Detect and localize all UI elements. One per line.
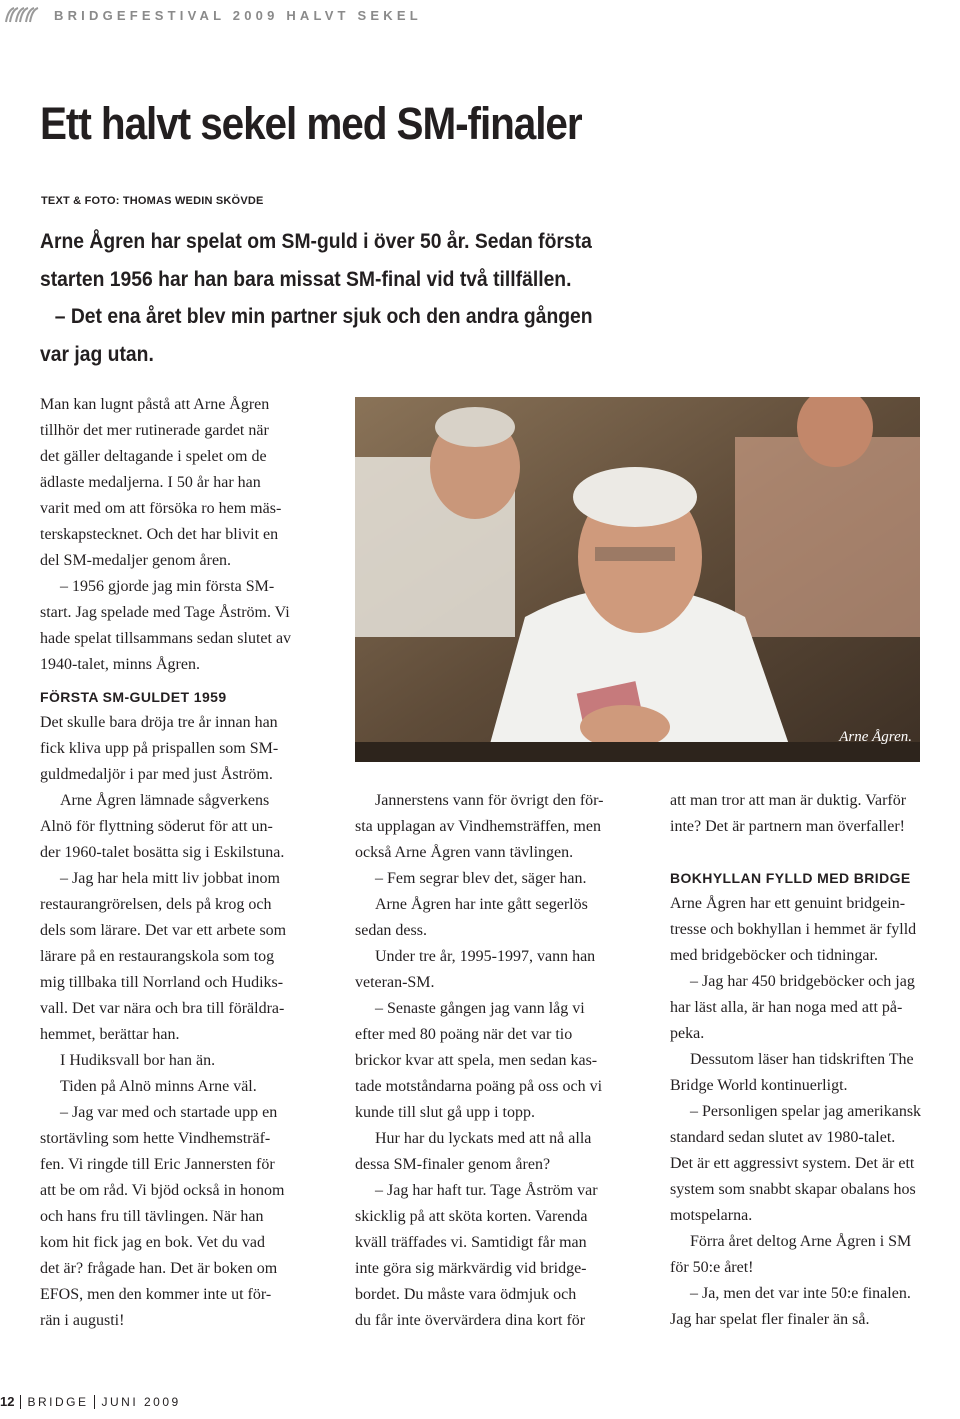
text-line: – Jag har haft tur. Tage Åström var [375,1182,598,1199]
text-line: fick kliva upp på prispallen som SM- [40,740,279,757]
text-line: tade motståndarna poäng på oss och vi [355,1078,603,1095]
text-line: Alnö för flyttning söderut för att un- [40,818,273,835]
text-line: stortävling som hette Vindhemsträf- [40,1130,271,1147]
text-line: sta upplagan av Vindhemsträffen, men [355,818,601,835]
text-line: I Hudiksvall bor han än. [60,1052,216,1069]
text-line: och hans fru till tävlingen. När han [40,1208,264,1225]
text-line: dels som lärare. Det var ett arbete som [40,922,287,939]
text-line: kunde till slut gå upp i topp. [355,1104,535,1121]
text-line: – Fem segrar blev det, säger han. [375,870,587,887]
text-line: Det är ett aggressivt system. Det är ett [670,1155,915,1172]
footer-divider [20,1395,21,1409]
column-1-bottom [40,684,322,1334]
text-line: – Ja, men det var inte 50:e finalen. [690,1285,911,1302]
text-line: Det skulle bara dröja tre år innan han [40,714,278,731]
text-line: för 50:e året! [670,1259,754,1276]
text-line: bordet. Du måste vara ödmjuk och [355,1286,577,1303]
text-line: – Jag har 450 bridgeböcker och jag [690,973,915,990]
text-line: Hur har du lyckats med att nå alla [375,1130,592,1147]
text-line: inte? Det är partnern man överfaller! [670,818,905,835]
text-line: med bridgeböcker och tidningar. [670,947,878,964]
bridgefestival-logo-icon [2,6,46,24]
text-line: mig tillbaka till Norrland och Hudiks- [40,974,284,991]
text-line: har läst alla, är han noga med att på- [670,999,903,1016]
subheading: BOKHYLLAN FYLLD MED BRIDGE [670,870,911,886]
text-line: att man tror att man är duktig. Varför [670,792,907,809]
text-line: det gäller deltagande i spelet om de [40,448,267,465]
text-line: restaurangrörelsen, dels på krog och [40,896,272,913]
subheading: FÖRSTA SM-GULDET 1959 [40,689,227,705]
text-line: – 1956 gjorde jag min första SM- [60,578,275,595]
article-photo [355,397,920,762]
text-line: skicklig på att sköta korten. Varenda [355,1208,588,1225]
photo-caption: Arne Ågren. [839,729,912,745]
article-ingress [40,223,629,373]
text-line: varit med om att försöka ro hem mäs- [40,500,282,517]
byline: TEXT & FOTO: THOMAS WEDIN SKÖVDE [41,195,264,207]
text-line: det är? frågade han. Det är boken om [40,1260,278,1277]
text-line: att be om råd. Vi bjöd också in honom [40,1182,285,1199]
column-2 [355,788,645,1334]
article-title: Ett halvt sekel med SM-finaler [40,98,582,149]
text-line: kom hit fick jag en bok. Vet du vad [40,1234,265,1251]
text-line: Man kan lugnt påstå att Arne Ågren [40,396,270,413]
section-header: BRIDGEFESTIVAL 2009 HALVT SEKEL [54,7,422,23]
photo-illustration [355,397,920,762]
page-number: 12 [0,1394,15,1409]
text-line: fen. Vi ringde till Eric Jannersten för [40,1156,275,1173]
ingress-line: Arne Ågren har spelat om SM-guld i över 50 år. Sedan första [40,230,592,253]
magazine-name: BRIDGE [27,1394,89,1409]
text-line: – Jag har hela mitt liv jobbat inom [60,870,280,887]
column-1-top [40,392,322,678]
text-line: Arne Ågren har inte gått segerlös [375,896,588,913]
text-line: 1940-talet, minns Ågren. [40,656,200,673]
text-line: del SM-medaljer genom åren. [40,552,232,569]
ingress-line: starten 1956 har han bara missat SM-final vid två tillfällen. [40,267,572,291]
ingress-line: var jag utan. [40,342,154,366]
text-line: efter med 80 poäng när det var tio [355,1026,573,1043]
text-line: brickor kvar att spela, men sedan kas- [355,1052,598,1069]
text-line: motspelarna. [670,1207,753,1224]
text-line: – Senaste gången jag vann låg vi [375,1000,585,1017]
text-line: tillhör det mer rutinerade gardet när [40,422,269,439]
text-line: tresse och bokhyllan i hemmet är fylld [670,921,917,938]
text-line: Under tre år, 1995-1997, vann han [375,948,596,965]
text-line: terskapstecknet. Och det har blivit en [40,526,279,543]
text-line: Jag har spelat fler finaler än så. [670,1311,870,1328]
text-line: der 1960-talet bosätta sig i Eskilstuna. [40,844,285,861]
text-line: Förra året deltog Arne Ågren i SM [690,1233,912,1250]
text-line: Bridge World kontinuerligt. [670,1077,848,1094]
text-line: lärare på en restaurangskola som tog [40,948,275,965]
page-footer [0,1394,181,1409]
issue-date: JUNI 2009 [101,1394,181,1409]
text-line: också Arne Ågren vann tävlingen. [355,844,574,861]
text-line: guldmedaljör i par med just Åström. [40,766,273,783]
text-line: start. Jag spelade med Tage Åström. Vi [40,604,290,621]
text-line: inte göra sig märkvärdig vid bridge- [355,1260,587,1277]
text-line: Tiden på Alnö minns Arne väl. [60,1078,257,1095]
text-line: sedan dess. [355,922,427,939]
footer-divider [94,1395,95,1409]
text-line: hade spelat tillsammans sedan slutet av [40,630,292,647]
text-line: dessa SM-finaler genom åren? [355,1156,551,1173]
text-line: Dessutom läser han tidskriften The [690,1051,914,1068]
text-line: – Personligen spelar jag amerikansk [690,1103,922,1120]
text-line: hemmet, berättar han. [40,1026,180,1043]
ingress-line: – Det ena året blev min partner sjuk och den andra gången [54,305,593,328]
text-line: EFOS, men den kommer inte ut för- [40,1286,272,1303]
text-line: vall. Det var nära och bra till föräldra- [40,1000,285,1017]
text-line: Arne Ågren lämnade sågverkens [60,792,270,809]
text-line: standard sedan slutet av 1980-talet. [670,1129,896,1146]
text-line: system som snabbt skapar obalans hos [670,1181,916,1198]
column-3 [670,788,960,1333]
text-line: Jannerstens vann för övrigt den för- [375,792,604,809]
page-header [2,4,422,26]
text-line: peka. [670,1025,705,1042]
text-line: ädlaste medaljerna. I 50 år har han [40,474,261,491]
text-line: du får inte övervärdera dina kort för [355,1312,586,1329]
text-line: veteran-SM. [355,974,435,991]
text-line: kväll träffades vi. Samtidigt får man [355,1234,587,1251]
text-line: rän i augusti! [40,1312,125,1329]
text-line: Arne Ågren har ett genuint bridgein- [670,895,906,912]
text-line: – Jag var med och startade upp en [60,1104,278,1121]
